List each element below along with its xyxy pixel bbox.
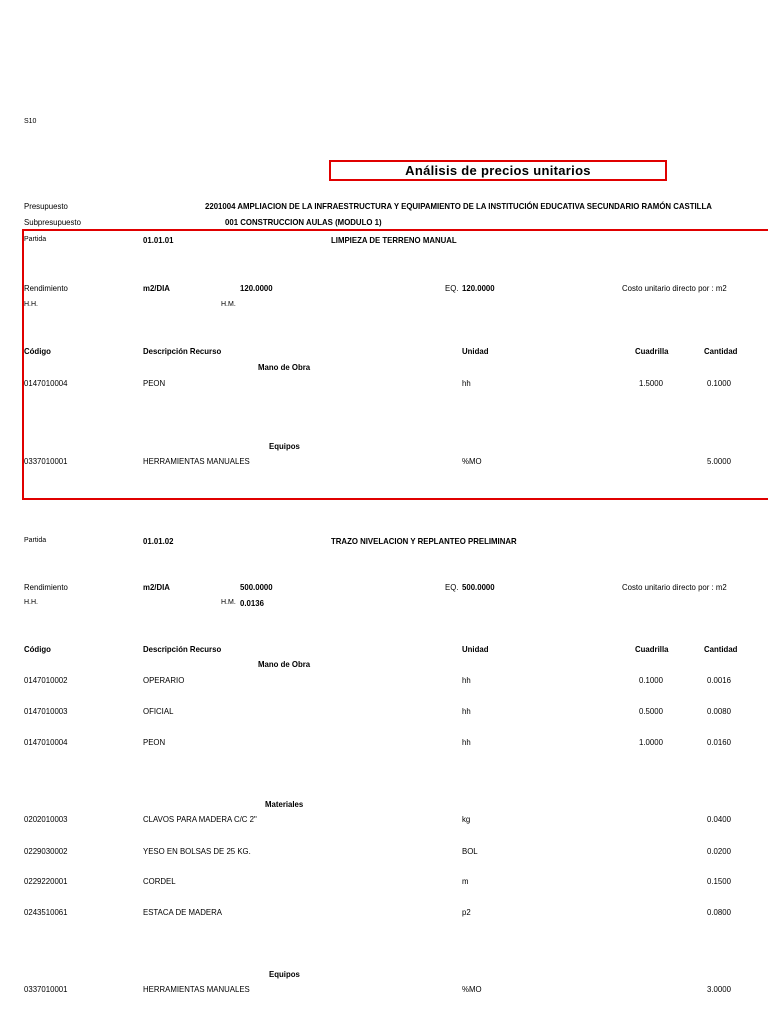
row-unit: hh	[462, 706, 471, 716]
row-cuadrilla: 1.0000	[639, 737, 663, 747]
row-desc: OFICIAL	[143, 706, 174, 716]
row-code: 0337010001	[24, 984, 68, 994]
row-cantidad: 0.0160	[707, 737, 731, 747]
partida-code: 01.01.01	[143, 235, 174, 245]
row-cuadrilla: 0.1000	[639, 675, 663, 685]
rendimiento-unit: m2/DIA	[143, 582, 170, 592]
row-desc: CORDEL	[143, 876, 176, 886]
row-cantidad: 0.0200	[707, 846, 731, 856]
presupuesto-value: 2201004 AMPLIACION DE LA INFRAESTRUCTURA Y EQUIPAMIENTO DE LA INSTITUCIÓN EDUCATIVA SECUNDARIO RAMÓN CASTILLA	[205, 201, 712, 211]
row-code: 0337010001	[24, 456, 68, 466]
col-codigo: Código	[24, 644, 51, 654]
subpresupuesto-value: 001 CONSTRUCCION AULAS (MODULO 1)	[225, 217, 382, 227]
row-desc: HERRAMIENTAS MANUALES	[143, 984, 250, 994]
row-cantidad: 0.0080	[707, 706, 731, 716]
partida-name: LIMPIEZA DE TERRENO MANUAL	[331, 235, 457, 245]
rendimiento-unit: m2/DIA	[143, 283, 170, 293]
row-desc: OPERARIO	[143, 675, 185, 685]
row-code: 0202010003	[24, 814, 68, 824]
row-cantidad: 0.0400	[707, 814, 731, 824]
row-unit: %MO	[462, 984, 482, 994]
row-cuadrilla: 1.5000	[639, 378, 663, 388]
col-cantidad: Cantidad	[704, 644, 738, 654]
partida-label: Partida	[24, 236, 47, 243]
row-desc: HERRAMIENTAS MANUALES	[143, 456, 250, 466]
presupuesto-label: Presupuesto	[24, 201, 68, 211]
row-cantidad: 5.0000	[707, 456, 731, 466]
eq-value: 500.0000	[462, 582, 495, 592]
page-title: Análisis de precios unitarios	[405, 163, 591, 178]
section-equipos: Equipos	[269, 441, 300, 451]
row-cantidad: 0.0016	[707, 675, 731, 685]
row-code: 0147010004	[24, 378, 68, 388]
col-unidad: Unidad	[462, 346, 489, 356]
rendimiento-value: 500.0000	[240, 582, 273, 592]
row-desc: CLAVOS PARA MADERA C/C 2"	[143, 814, 257, 824]
row-code: 0243510061	[24, 907, 68, 917]
col-descripcion: Descripción Recurso	[143, 644, 222, 654]
row-code: 0229220001	[24, 876, 68, 886]
row-desc: PEON	[143, 378, 166, 388]
col-unidad: Unidad	[462, 644, 489, 654]
costo-label: Costo unitario directo por : m2	[622, 582, 727, 592]
subpresupuesto-label: Subpresupuesto	[24, 217, 81, 227]
row-desc: PEON	[143, 737, 166, 747]
col-codigo: Código	[24, 346, 51, 356]
row-cantidad: 0.0800	[707, 907, 731, 917]
section-mano-obra: Mano de Obra	[258, 659, 311, 669]
row-unit: kg	[462, 814, 471, 824]
row-cantidad: 0.1500	[707, 876, 731, 886]
eq-value: 120.0000	[462, 283, 495, 293]
col-cantidad: Cantidad	[704, 346, 738, 356]
row-desc: YESO EN BOLSAS DE 25 KG.	[143, 846, 251, 856]
rendimiento-label: Rendimiento	[24, 582, 68, 592]
row-unit: m	[462, 876, 469, 886]
row-unit: hh	[462, 737, 471, 747]
row-cuadrilla: 0.5000	[639, 706, 663, 716]
section-equipos: Equipos	[269, 969, 300, 979]
hh-label: H.H.	[24, 599, 38, 606]
section-materiales: Materiales	[265, 799, 304, 809]
row-desc: ESTACA DE MADERA	[143, 907, 222, 917]
partida-code: 01.01.02	[143, 536, 174, 546]
partida-name: TRAZO NIVELACION Y REPLANTEO PRELIMINAR	[331, 536, 517, 546]
row-cantidad: 3.0000	[707, 984, 731, 994]
row-code: 0229030002	[24, 846, 68, 856]
rendimiento-label: Rendimiento	[24, 283, 68, 293]
hm-label: H.M.	[221, 599, 236, 606]
rendimiento-value: 120.0000	[240, 283, 273, 293]
partida-label: Partida	[24, 537, 47, 544]
row-unit: hh	[462, 378, 471, 388]
col-cuadrilla: Cuadrilla	[635, 644, 669, 654]
eq-label: EQ.	[445, 283, 459, 293]
eq-label: EQ.	[445, 582, 459, 592]
row-unit: p2	[462, 907, 471, 917]
hm-value: 0.0136	[240, 598, 264, 608]
col-descripcion: Descripción Recurso	[143, 346, 222, 356]
col-cuadrilla: Cuadrilla	[635, 346, 669, 356]
row-code: 0147010004	[24, 737, 68, 747]
row-code: 0147010003	[24, 706, 68, 716]
hm-label: H.M.	[221, 301, 236, 308]
highlight-box	[22, 229, 768, 500]
row-code: 0147010002	[24, 675, 68, 685]
row-unit: hh	[462, 675, 471, 685]
software-tag: S10	[24, 118, 37, 125]
row-cantidad: 0.1000	[707, 378, 731, 388]
section-mano-obra: Mano de Obra	[258, 362, 311, 372]
costo-label: Costo unitario directo por : m2	[622, 283, 727, 293]
row-unit: %MO	[462, 456, 482, 466]
row-unit: BOL	[462, 846, 478, 856]
hh-label: H.H.	[24, 301, 38, 308]
title-box	[329, 160, 667, 181]
